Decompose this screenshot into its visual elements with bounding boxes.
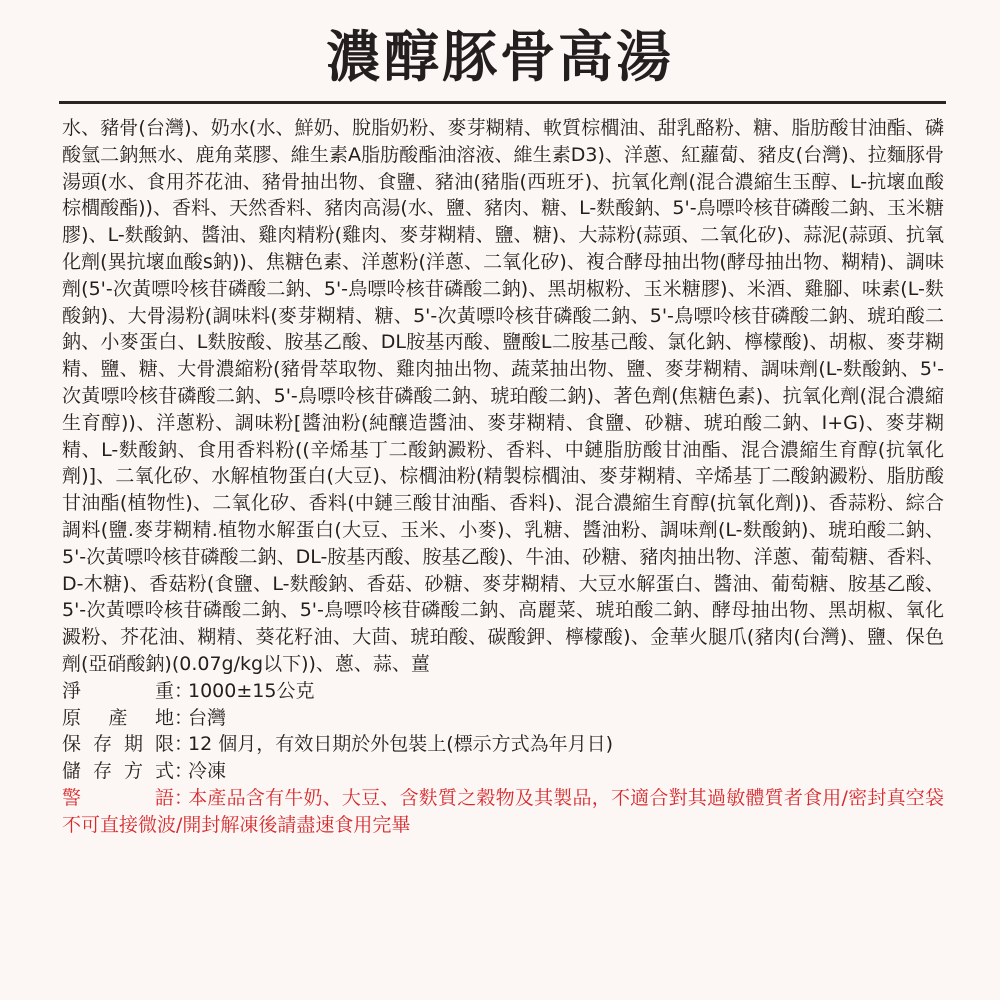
label-content — [62, 115, 944, 839]
product-title: 濃醇豚骨高湯 — [325, 25, 674, 89]
origin-row — [62, 705, 944, 732]
storage-label: 儲存方式 — [62, 760, 174, 783]
title-divider — [59, 101, 946, 104]
storage-row — [62, 758, 944, 785]
ingredients-text: 水、豬骨(台灣)、奶水(水、鮮奶、脫脂奶粉、麥芽糊精、軟質棕櫚油、甜乳酪粉、糖、脂肪酸甘油酯、磷酸氫二鈉無水、鹿角菜膠、維生素A脂肪酸酯油溶液、維生素D3)、洋蔥、紅蘿蔔、豬皮(台灣)、拉麵豚骨湯頭(水、食用芥花油、豬骨抽出物、食鹽、豬油(豬脂(西班牙)、抗氧化劑(混合濃縮生玉醇、L-抗壞血酸棕櫚酸酯))、香料、天然香料、豬肉高湯(水、鹽、豬肉、糖、L-麩酸鈉、5'-鳥嘌呤核苷磷酸二鈉、玉米糖膠)、L-麩酸鈉、醬油、雞肉精粉(雞肉、麥芽糊精、鹽、糖)、大蒜粉(蒜頭、二氧化矽)、蒜泥(蒜頭、抗氧化劑(異抗壞血酸s鈉))、焦糖色素、洋蔥粉(洋蔥、二氧化矽)、複合酵母抽出物(酵母抽出物、糊精)、調味劑(5'-次黃嘌呤核苷磷酸二鈉、5'-鳥嘌呤核苷磷酸二鈉)、黑胡椒粉、玉米糖膠)、米酒、雞腳、味素(L-麩酸鈉)、大骨湯粉(調味料(麥芽糊精、糖、5'-次黃嘌呤核苷磷酸二鈉、5'-鳥嘌呤核苷磷酸二鈉、琥珀酸二鈉、小麥蛋白、L麩胺酸、胺基乙酸、DL胺基丙酸、鹽酸L二胺基己酸、氯化鈉、檸檬酸)、胡椒、麥芽糊精、鹽、糖、大骨濃縮粉(豬骨萃取物、雞肉抽出物、蔬菜抽出物、鹽、麥芽糊精、調味劑(L-麩酸鈉、5'-次黃嘌呤核苷磷酸二鈉、5'-鳥嘌呤核苷磷酸二鈉、琥珀酸二鈉)、著色劑(焦糖色素)、抗氧化劑(混合濃縮生育醇))、洋蔥粉、調味粉[醬油粉(純釀造醬油、麥芽糊精、食鹽、砂糖、琥珀酸二鈉、I+G)、麥芽糊精、L-麩酸鈉、食用香料粉((辛烯基丁二酸鈉澱粉、香料、中鏈脂肪酸甘油酯、混合濃縮生育醇(抗氧化劑)]、二氧化矽、水解植物蛋白(大豆)、棕櫚油粉(精製棕櫚油、麥芽糊精、辛烯基丁二酸鈉澱粉、脂肪酸甘油酯(植物性)、二氧化矽、香料(中鏈三酸甘油酯、香料)、混合濃縮生育醇(抗氧化劑))、香蒜粉、綜合調料(鹽.麥芽糊精.植物水解蛋白(大豆、玉米、小麥)、乳糖、醬油粉、調味劑(L-麩酸鈉)、琥珀酸二鈉、5'-次黃嘌呤核苷磷酸二鈉、DL-胺基丙酸、胺基乙酸)、牛油、砂糖、豬肉抽出物、洋蔥、葡萄糖、香料、D-木糖)、香菇粉(食鹽、L-麩酸鈉、香菇、砂糖、麥芽糊精、大豆水解蛋白、醬油、葡萄糖、胺基乙酸、5'-次黃嘌呤核苷磷酸二鈉、5'-鳥嘌呤核苷磷酸二鈉、高麗菜、琥珀酸二鈉、酵母抽出物、黑胡椒、氧化澱粉、芥花油、糊精、葵花籽油、大茴、琥珀酸、碳酸鉀、檸檬酸)、金華火腿爪(豬肉(台灣)、鹽、保色劑(亞硝酸鈉)(0.07g/kg以下))、蔥、蒜、薑 — [62, 117, 944, 675]
net-weight-value: 1000±15公克 — [188, 679, 315, 702]
colon: ： — [174, 733, 194, 756]
warning-block — [62, 785, 944, 839]
origin-label: 原 產 地 — [62, 706, 174, 729]
warning-value: 本產品含有牛奶、大豆、含麩質之穀物及其製品，不適合對其過敏體質者食用/密封真空袋不可直接微波/開封解凍後請盡速食用完畢 — [62, 786, 944, 836]
net-weight-row — [62, 678, 944, 705]
colon: ： — [174, 786, 194, 809]
shelf-life-row — [62, 731, 944, 758]
warning-label: 警 語 — [62, 786, 174, 809]
colon: ： — [174, 760, 194, 783]
colon: ： — [174, 679, 194, 702]
origin-value: 台灣 — [188, 706, 227, 729]
product-info — [62, 678, 944, 839]
shelf-life-label: 保存期限 — [62, 733, 174, 756]
net-weight-label: 淨 重 — [62, 679, 174, 702]
storage-value: 冷凍 — [188, 760, 227, 783]
shelf-life-value: 12 個月，有效日期於外包裝上(標示方式為年月日) — [188, 733, 614, 756]
colon: ： — [174, 706, 194, 729]
